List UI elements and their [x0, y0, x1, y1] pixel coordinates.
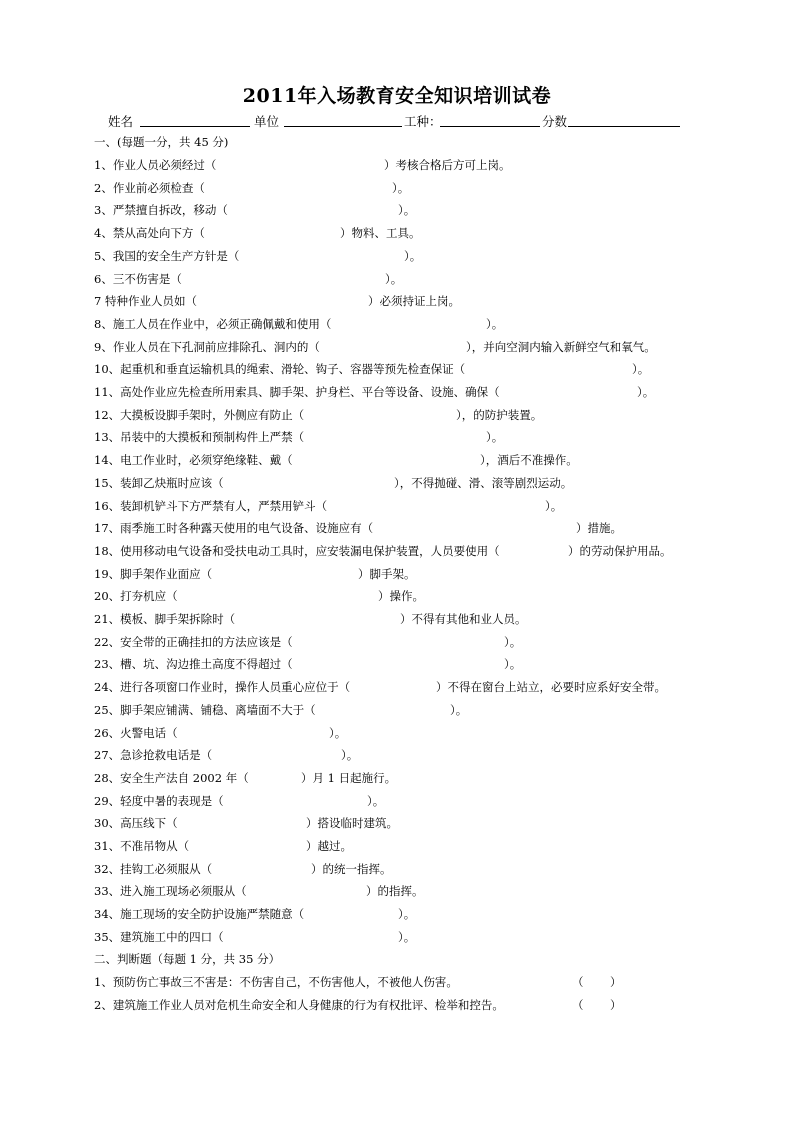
- question-text-after-blank: ）措施。: [576, 521, 622, 536]
- question-text-after-blank: ）的劳动保护用品。: [568, 543, 672, 558]
- question-text: 18、使用移动电气设备和受扶电动工具时，应安装漏电保护装置，人员要使用（: [94, 543, 500, 558]
- question-text: 13、吊装中的大摸板和预制构件上严禁（: [94, 430, 305, 445]
- question-text-after-blank: ）。: [450, 702, 468, 717]
- question-text: 23、槽、坑、沟边推土高度不得超过（: [94, 657, 293, 672]
- question-text-after-blank: ）。: [486, 316, 504, 331]
- question-text-after-blank: ）考核合格后方可上岗。: [384, 158, 511, 172]
- question-text-after-blank: ）。: [398, 907, 416, 922]
- answer-paren-open: （: [572, 997, 584, 1012]
- unit-blank: [284, 126, 402, 127]
- question-text: 17、雨季施工时各种露天使用的电气设备、设施应有（: [94, 521, 374, 536]
- question-text-after-blank: ）。: [341, 748, 359, 763]
- question-text: 3、严禁擅自拆改，移动（: [94, 203, 228, 218]
- judgment-text: 2、建筑施工作业人员对危机生命安全和人身健康的行为有权批评、检举和控告。: [94, 997, 504, 1012]
- question-text-after-blank: ），并向空洞内输入新鲜空气和氧气。: [466, 339, 656, 354]
- question-text: 25、脚手架应铺满、铺稳、离墙面不大于（: [94, 702, 316, 717]
- question-text: 1、作业人员必须经过（: [94, 158, 217, 172]
- question-text: 14、电工作业时，必须穿绝缘鞋、戴（: [94, 453, 293, 468]
- question-text: 2、作业前必须检查（: [94, 180, 205, 195]
- question-text-after-blank: ）。: [392, 180, 410, 195]
- question-text-after-blank: ）必须持证上岗。: [368, 294, 460, 309]
- student-info-row: [108, 112, 688, 128]
- question-text: 26、火警电话（: [94, 725, 178, 740]
- question-text: 30、高压线下（: [94, 816, 178, 831]
- question-text: 29、轻度中暑的表现是（: [94, 793, 224, 808]
- question-text-after-blank: ）不得在窗台上站立，必要时应系好安全带。: [436, 680, 666, 695]
- question-text: 22、安全带的正确挂扣的方法应该是（: [94, 634, 293, 649]
- answer-paren-open: （: [572, 975, 584, 989]
- question-text: 9、作业人员在下孔洞前应排除孔、洞内的（: [94, 339, 320, 354]
- question-text-after-blank: ）。: [329, 725, 347, 740]
- question-text-after-blank: ）。: [545, 498, 563, 513]
- question-text: 21、模板、脚手架拆除时（: [94, 612, 236, 626]
- job-blank: [440, 126, 540, 127]
- question-text: 11、高处作业应先检查所用索具、脚手架、护身栏、平台等设备、设施、确保（: [94, 385, 500, 399]
- exam-title: 2011年入场教育安全知识培训试卷: [242, 85, 552, 107]
- question-text-after-blank: ），不得抛碰、滑、滚等剧烈运动。: [394, 475, 573, 490]
- question-text: 35、建筑施工中的四口（: [94, 929, 224, 944]
- question-text: 12、大摸板设脚手架时，外侧应有防止（: [94, 407, 305, 422]
- question-text: 8、施工人员在作业中，必须正确佩戴和使用（: [94, 316, 332, 331]
- name-blank: [140, 126, 250, 127]
- section2-header: 二、判断题（每题 1 分，共 35 分）: [94, 952, 281, 966]
- question-text: 7 特种作业人员如（: [94, 294, 197, 309]
- question-text: 31、不准吊物从（: [94, 839, 190, 853]
- name-label: 姓名: [108, 114, 134, 129]
- question-text-after-blank: ），酒后不准操作。: [480, 453, 578, 468]
- question-text-after-blank: ）搭设临时建筑。: [306, 816, 398, 831]
- question-text-after-blank: ）。: [398, 929, 416, 944]
- question-text-after-blank: ）。: [486, 430, 504, 445]
- question-text-after-blank: ）越过。: [306, 839, 352, 853]
- unit-label: 单位: [254, 114, 280, 129]
- question-text: 27、急诊抢救电话是（: [94, 748, 213, 763]
- question-text-after-blank: ）。: [637, 385, 655, 399]
- section1-header: 一、(每题一分，共 45 分): [94, 135, 229, 149]
- question-text: 19、脚手架作业面应（: [94, 566, 213, 581]
- question-text: 33、进入施工现场必须服从（: [94, 884, 247, 899]
- question-text: 28、安全生产法自 2002 年（: [94, 770, 249, 785]
- job-label: 工种：: [404, 114, 442, 129]
- question-text: 20、打夯机应（: [94, 589, 178, 604]
- question-text: 15、装卸乙炔瓶时应该（: [94, 475, 224, 490]
- question-text-after-blank: ）的统一指挥。: [311, 861, 392, 876]
- question-text: 5、我国的安全生产方针是（: [94, 248, 240, 263]
- question-text-after-blank: ）的指挥。: [366, 884, 424, 899]
- answer-paren-close: ）: [610, 997, 622, 1012]
- question-text-after-blank: ）。: [385, 271, 403, 286]
- question-text: 24、进行各项窗口作业时，操作人员重心应位于（: [94, 680, 351, 695]
- question-text-after-blank: ）。: [404, 248, 422, 263]
- question-text: 34、施工现场的安全防护设施严禁随意（: [94, 907, 305, 922]
- question-text-after-blank: ）。: [504, 657, 522, 672]
- question-text: 6、三不伤害是（: [94, 271, 182, 286]
- question-text: 10、起重机和垂直运输机具的绳索、滑轮、钩子、容器等预先检查保证（: [94, 362, 466, 377]
- question-text-after-blank: ）。: [632, 362, 650, 377]
- question-text-after-blank: ）。: [398, 203, 416, 218]
- question-text: 4、禁从高处向下方（: [94, 226, 205, 241]
- judgment-text: 1、预防伤亡事故三不害是：不伤害自己，不伤害他人，不被他人伤害。: [94, 975, 458, 989]
- question-text-after-blank: ）脚手架。: [358, 566, 416, 581]
- question-text: 16、装卸机铲斗下方严禁有人，严禁用铲斗（: [94, 498, 328, 513]
- score-blank: [568, 126, 680, 127]
- question-text-after-blank: ）。: [504, 634, 522, 649]
- question-text-after-blank: ）操作。: [378, 589, 424, 604]
- answer-paren-close: ）: [610, 975, 622, 989]
- question-text-after-blank: ）。: [367, 793, 385, 808]
- question-text-after-blank: ）不得有其他和业人员。: [400, 612, 527, 626]
- question-text: 32、挂钩工必须服从（: [94, 861, 213, 876]
- question-text-after-blank: ）月 1 日起施行。: [301, 770, 397, 785]
- score-label: 分数: [542, 114, 568, 129]
- question-text-after-blank: ）物料、工具。: [340, 226, 421, 241]
- question-text-after-blank: ），的防护装置。: [456, 407, 543, 422]
